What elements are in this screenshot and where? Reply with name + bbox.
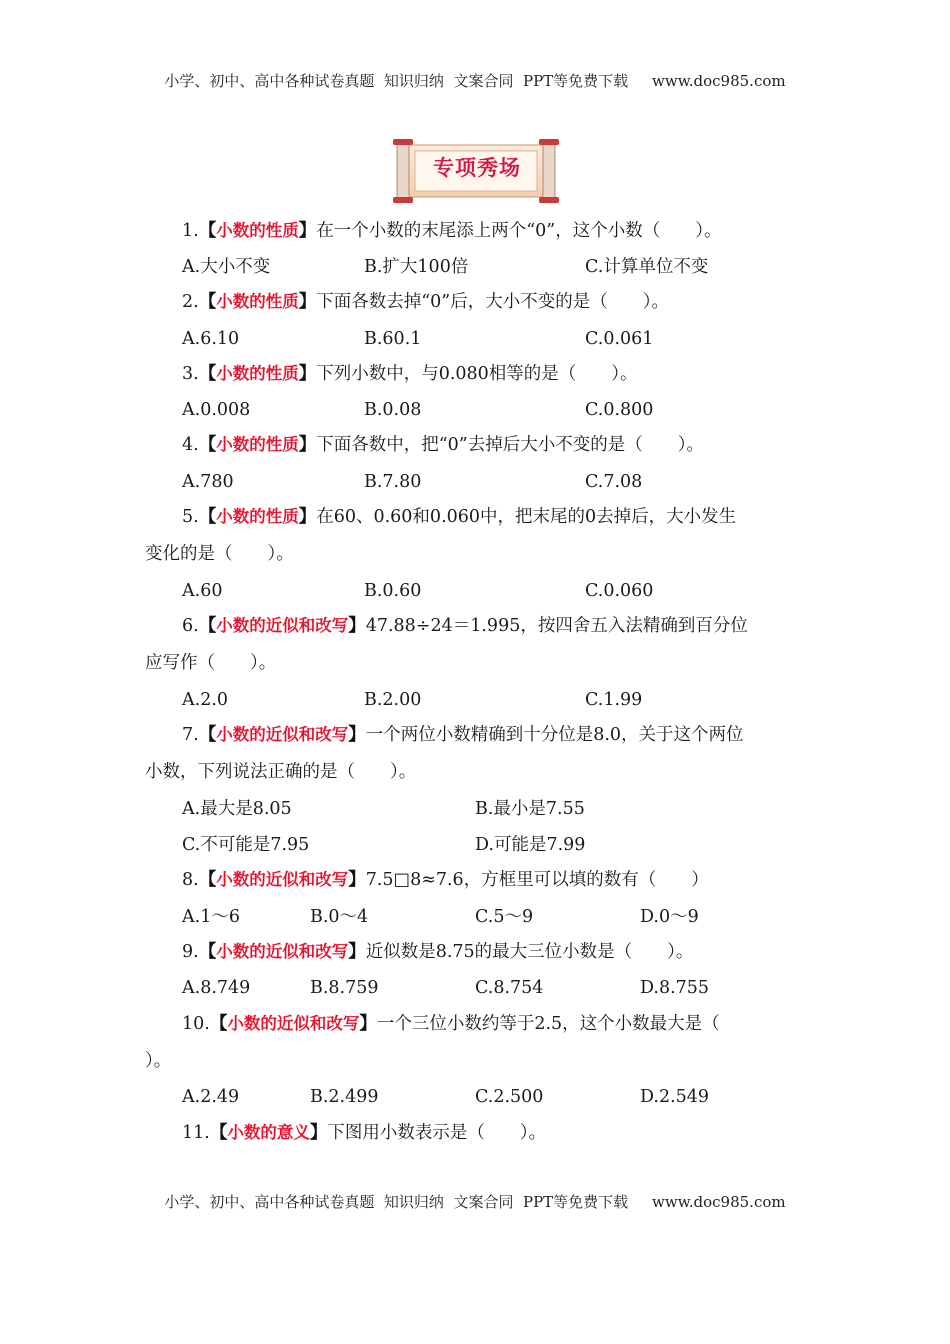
question-1: 1.【小数的性质】在一个小数的末尾添上两个“0”，这个小数（ ）。 bbox=[182, 221, 722, 241]
option-a: A.0.008 bbox=[182, 400, 251, 420]
option-b: B.0～4 bbox=[310, 907, 369, 927]
option-a: A.6.10 bbox=[182, 329, 240, 349]
question-11: 11.【小数的意义】下图用小数表示是（ ）。 bbox=[182, 1123, 547, 1143]
topic-tag: 小数的性质 bbox=[216, 221, 299, 240]
option-b: B.0.08 bbox=[364, 400, 422, 420]
question-text: 在60、0.60和0.060中，把末尾的0去掉后，大小发生 bbox=[316, 507, 737, 527]
option-c: C.0.800 bbox=[585, 400, 654, 420]
question-number: 4. bbox=[182, 435, 199, 455]
option-c: C.不可能是7.95 bbox=[182, 835, 310, 855]
topic-tag: 小数的近似和改写 bbox=[216, 725, 349, 744]
question-2: 2.【小数的性质】下面各数去掉“0”后，大小不变的是（ ）。 bbox=[182, 292, 669, 312]
topic-tag: 小数的近似和改写 bbox=[227, 1014, 360, 1033]
option-a: A.8.749 bbox=[182, 978, 251, 998]
option-b: B.0.60 bbox=[364, 581, 422, 601]
topic-tag: 小数的性质 bbox=[216, 507, 299, 526]
option-c: C.1.99 bbox=[585, 690, 643, 710]
option-d: D.可能是7.99 bbox=[475, 835, 586, 855]
question-text: 下面各数去掉“0”后，大小不变的是（ ）。 bbox=[316, 292, 669, 312]
option-a: A.最大是8.05 bbox=[182, 799, 292, 819]
question-text: 47.88÷24＝1.995，按四舍五入法精确到百分位 bbox=[365, 616, 748, 636]
option-d: D.2.549 bbox=[640, 1087, 710, 1107]
topic-tag: 小数的近似和改写 bbox=[216, 616, 349, 635]
question-number: 7. bbox=[182, 725, 199, 745]
option-d: D.0～9 bbox=[640, 907, 699, 927]
option-c: C.计算单位不变 bbox=[585, 257, 709, 277]
question-7: 7.【小数的近似和改写】一个两位小数精确到十分位是8.0，关于这个两位 小数，下列说法正确的是（ ）。 bbox=[145, 725, 744, 782]
topic-tag: 小数的性质 bbox=[216, 364, 299, 383]
topic-tag: 小数的近似和改写 bbox=[216, 870, 349, 889]
option-c: C.0.060 bbox=[585, 581, 654, 601]
option-a: A.60 bbox=[182, 581, 223, 601]
question-6: 6.【小数的近似和改写】47.88÷24＝1.995，按四舍五入法精确到百分位 应写作（ ）。 bbox=[145, 616, 748, 673]
option-b: B.8.759 bbox=[310, 978, 379, 998]
question-9: 9.【小数的近似和改写】近似数是8.75的最大三位小数是（ ）。 bbox=[182, 942, 694, 962]
question-number: 3. bbox=[182, 364, 199, 384]
option-c: C.8.754 bbox=[475, 978, 544, 998]
topic-tag: 小数的近似和改写 bbox=[216, 942, 349, 961]
topic-tag: 小数的性质 bbox=[216, 435, 299, 454]
question-number: 8. bbox=[182, 870, 199, 890]
option-c: C.2.500 bbox=[475, 1087, 544, 1107]
question-text: 近似数是8.75的最大三位小数是（ ）。 bbox=[365, 942, 694, 962]
question-number: 10. bbox=[182, 1014, 210, 1034]
option-b: B.扩大100倍 bbox=[364, 257, 469, 277]
question-text-cont: 变化的是（ ）。 bbox=[145, 543, 294, 564]
question-number: 9. bbox=[182, 942, 199, 962]
option-c: C.7.08 bbox=[585, 472, 643, 492]
question-4: 4.【小数的性质】下面各数中，把“0”去掉后大小不变的是（ ）。 bbox=[182, 435, 704, 455]
question-number: 5. bbox=[182, 507, 199, 527]
option-b: B.2.00 bbox=[364, 690, 422, 710]
question-number: 2. bbox=[182, 292, 199, 312]
option-a: A.780 bbox=[182, 472, 234, 492]
option-a: A.2.49 bbox=[182, 1087, 240, 1107]
question-text: 一个三位小数约等于2.5，这个小数最大是（ bbox=[376, 1014, 720, 1034]
option-a: A.2.0 bbox=[182, 690, 229, 710]
option-b: B.7.80 bbox=[364, 472, 422, 492]
question-text: 下列小数中，与0.080相等的是（ ）。 bbox=[316, 364, 638, 384]
question-5: 5.【小数的性质】在60、0.60和0.060中，把末尾的0去掉后，大小发生 变化的是（ ）。 bbox=[145, 507, 737, 564]
question-3: 3.【小数的性质】下列小数中，与0.080相等的是（ ）。 bbox=[182, 364, 638, 384]
option-b: B.2.499 bbox=[310, 1087, 379, 1107]
question-number: 6. bbox=[182, 616, 199, 636]
option-c: C.5～9 bbox=[475, 907, 534, 927]
topic-tag: 小数的意义 bbox=[227, 1123, 310, 1142]
question-text: 一个两位小数精确到十分位是8.0，关于这个两位 bbox=[365, 725, 744, 745]
question-number: 1. bbox=[182, 221, 199, 241]
question-number: 11. bbox=[182, 1123, 210, 1143]
question-text-cont: 小数，下列说法正确的是（ ）。 bbox=[145, 761, 417, 782]
question-8: 8.【小数的近似和改写】7.5□8≈7.6，方框里可以填的数有（ ） bbox=[182, 870, 709, 890]
option-c: C.0.061 bbox=[585, 329, 654, 349]
option-a: A.大小不变 bbox=[182, 257, 271, 277]
option-a: A.1～6 bbox=[182, 907, 240, 927]
option-d: D.8.755 bbox=[640, 978, 710, 998]
question-text: 下图用小数表示是（ ）。 bbox=[327, 1123, 547, 1143]
page-footer: 小学、初中、高中各种试卷真题 知识归纳 文案合同 PPT等免费下载 www.doc985.com bbox=[164, 1193, 786, 1211]
question-text-cont: ）。 bbox=[145, 1050, 172, 1071]
option-b: B.最小是7.55 bbox=[475, 799, 585, 819]
page-header: 小学、初中、高中各种试卷真题 知识归纳 文案合同 PPT等免费下载 www.doc985.com bbox=[164, 72, 786, 90]
question-text: 下面各数中，把“0”去掉后大小不变的是（ ）。 bbox=[316, 435, 704, 455]
question-text: 在一个小数的末尾添上两个“0”，这个小数（ ）。 bbox=[316, 221, 722, 241]
question-text-cont: 应写作（ ）。 bbox=[145, 652, 277, 673]
question-text: 7.5□8≈7.6，方框里可以填的数有（ ） bbox=[365, 870, 709, 890]
banner-title: 专项秀场 bbox=[433, 156, 521, 180]
option-b: B.60.1 bbox=[364, 329, 422, 349]
topic-tag: 小数的性质 bbox=[216, 292, 299, 311]
question-10: 10.【小数的近似和改写】一个三位小数约等于2.5，这个小数最大是（ ）。 bbox=[145, 1014, 720, 1071]
